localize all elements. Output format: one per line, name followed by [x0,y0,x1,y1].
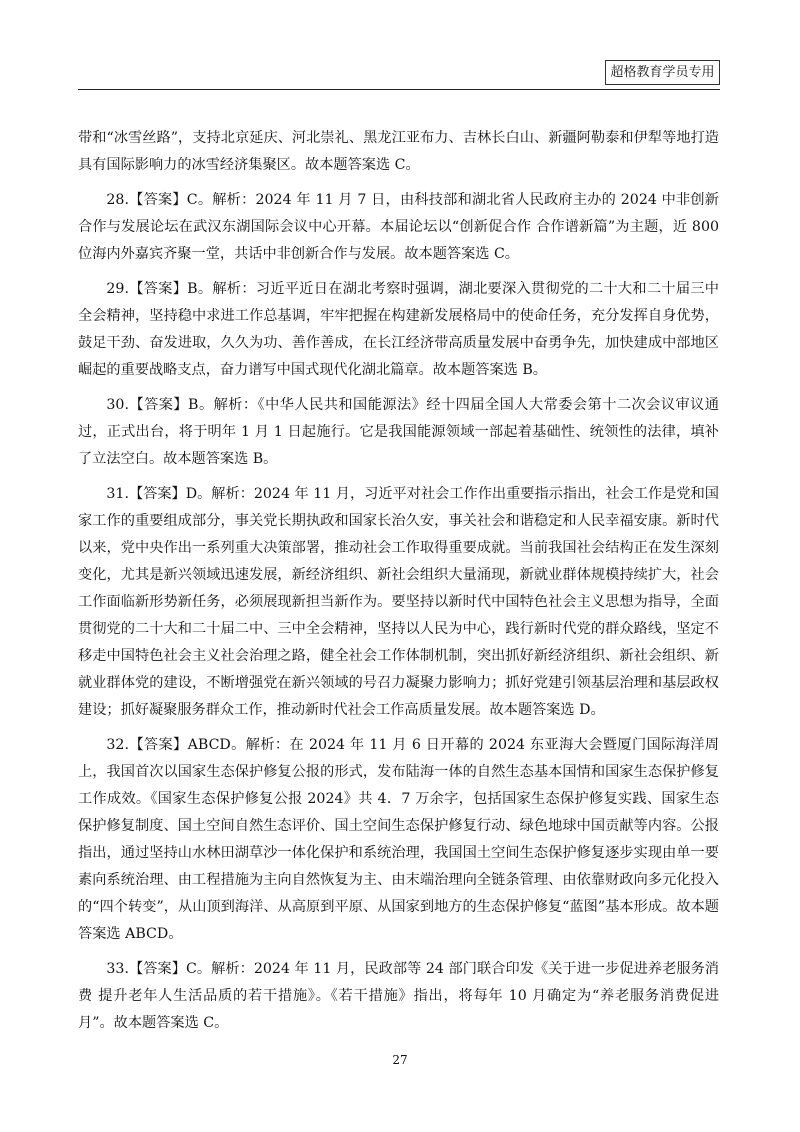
paragraph-answer-28: 28.【答案】C。解析：2024 年 11 月 7 日，由科技部和湖北省人民政府主办的 2024 中非创新合作与发展论坛在武汉东湖国际会议中心开幕。本届论坛以“创新促合作 合作谱新篇”为主题，近 800 位海内外嘉宾齐聚一堂，共话中非创新合作与发展。故本题答案选 C。 [78,192,719,262]
paragraph-continuation: 带和“冰雪丝路”，支持北京延庆、河北崇礼、黑龙江亚布力、吉林长白山、新疆阿勒泰和伊犁等地打造具有国际影响力的冰雪经济集聚区。故本题答案选 C。 [78,130,719,173]
paragraph-answer-29: 29.【答案】B。解析：习近平近日在湖北考察时强调，湖北要深入贯彻党的二十大和二十届三中全会精神，坚持稳中求进工作总基调，牢牢把握在构建新发展格局中的使命任务，充分发挥自身优势，鼓足干劲、奋发进取，久久为功、善作善成，在长江经济带高质量发展中奋勇争先，加快建成中部地区崛起的重要战略支点，奋力谱写中国式现代化湖北篇章。故本题答案选 B。 [78,281,719,378]
paragraph-answer-32: 32.【答案】ABCD。解析：在 2024 年 11 月 6 日开幕的 2024 东亚海大会暨厦门国际海洋周上，我国首次以国家生态保护修复公报的形式，发布陆海一体的自然生态基本国情和国家生态保护修复工作成效。《国家生态保护修复公报 2024》共 4．7 万余字，包括国家生态保护修复实践、国家生态保护修复制度、国土空间自然生态评价、国土空间生态保护修复行动、绿色地球中国贡献等内容。公报指出，通过坚持山水林田湖草沙一体化保护和系统治理，我国国土空间生态保护修复逐步实现由单一要素向系统治理、由工程措施为主向自然恢复为主、由末端治理向全链条管理、由依靠财政向多元化投入的“四个转变”，从山顶到海洋、从高原到平原、从国家到地方的生态保护修复“蓝图”基本形成。故本题答案选 ABCD。 [78,737,719,942]
paragraph-answer-33: 33.【答案】C。解析：2024 年 11 月，民政部等 24 部门联合印发《关于进一步促进养老服务消费 提升老年人生活品质的若干措施》。《若干措施》指出，将每年 10 月确定为“养老服务消费促进月”。故本题答案选 C。 [78,961,719,1031]
header-label: 超格教育学员专用 [610,65,715,80]
header-label-box [605,60,720,85]
header-divider [78,89,720,90]
document-body [78,125,719,1045]
page-number: 27 [392,1053,408,1067]
paragraph-answer-31: 31.【答案】D。解析：2024 年 11 月，习近平对社会工作作出重要指示指出，社会工作是党和国家工作的重要组成部分，事关党长期执政和国家长治久安，事关社会和谐稳定和人民幸福安康。新时代以来，党中央作出一系列重大决策部署，推动社会工作取得重要成就。当前我国社会结构正在发生深刻变化，尤其是新兴领域迅速发展，新经济组织、新社会组织大量涌现，新就业群体规模持续扩大，社会工作面临新形势新任务，必须展现新担当新作为。要坚持以新时代中国特色社会主义思想为指导，全面贯彻党的二十大和二十届二中、三中全会精神，坚持以人民为中心，践行新时代党的群众路线，坚定不移走中国特色社会主义社会治理之路，健全社会工作体制机制，突出抓好新经济组织、新社会组织、新就业群体党的建设，不断增强党在新兴领域的号召力凝聚力影响力；抓好党建引领基层治理和基层政权建设；抓好凝聚服务群众工作，推动新时代社会工作高质量发展。故本题答案选 D。 [78,486,719,718]
paragraph-answer-30: 30.【答案】B。解析：《中华人民共和国能源法》经十四届全国人大常委会第十二次会议审议通过，正式出台，将于明年 1 月 1 日起施行。它是我国能源领域一部起着基础性、统领性的法律，填补了立法空白。故本题答案选 B。 [78,397,719,467]
